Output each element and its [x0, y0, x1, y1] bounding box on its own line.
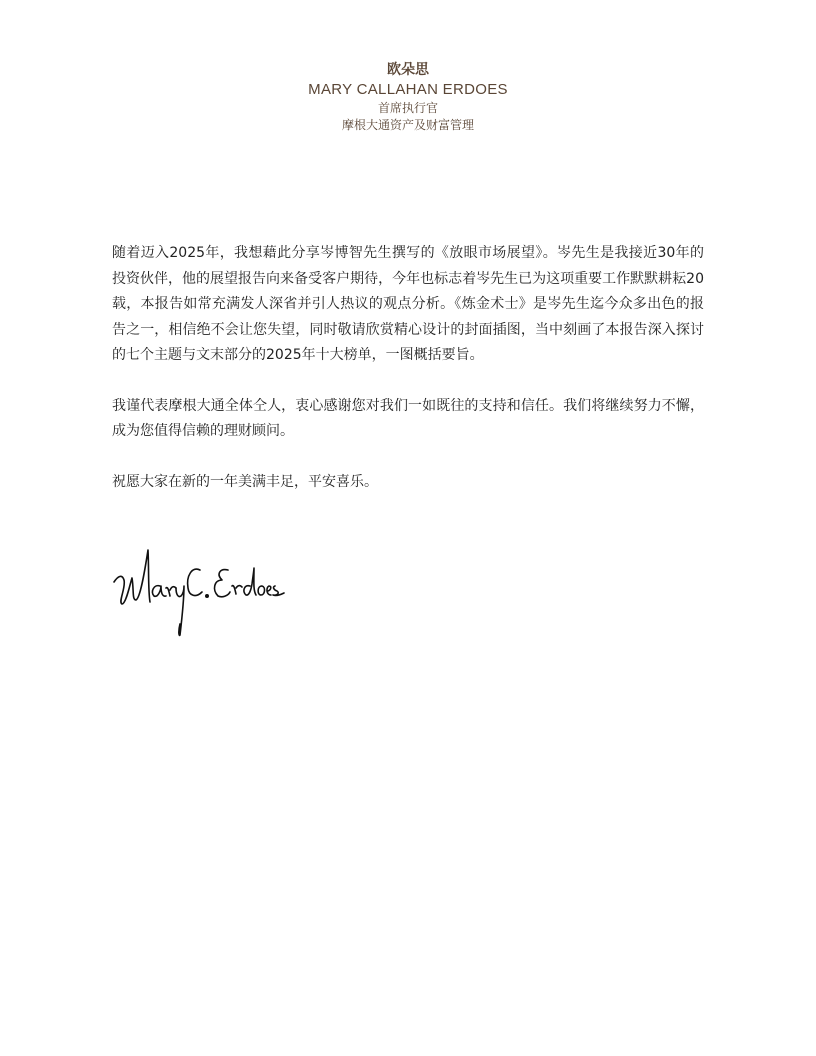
handwritten-signature: [108, 540, 288, 640]
author-name-chinese: 欧朵思: [387, 62, 429, 78]
letter-paragraph-3: 祝愿大家在新的一年美满丰足，平安喜乐。: [112, 473, 378, 490]
letter-body: [112, 241, 704, 520]
author-organization: 摩根大通资产及财富管理: [341, 118, 474, 132]
letter-paragraph-1: 随着迈入2025年，我想藉此分享岑博智先生撰写的《放眼市场展望》。岑先生是我接近30年的投资伙伴，他的展望报告向来备受客户期待，今年也标志着岑先生已为这项重要工作默默耕耘20载，本报告如常充满发人深省并引人热议的观点分析。《炼金术士》是岑先生迄今众多出色的报告之一，相信绝不会让您失望，同时敬请欣赏精心设计的封面插图，当中刻画了本报告深入探讨的七个主题与文末部分的2025年十大榜单，一图概括要旨。: [112, 245, 704, 363]
author-title: 首席执行官: [377, 101, 438, 115]
signature-drawing: [108, 540, 288, 640]
author-name-english: MARY CALLAHAN ERDOES: [308, 81, 508, 98]
letter-paragraph-2: 我谨代表摩根大通全体仝人，衷心感谢您对我们一如既往的支持和信任。我们将继续努力不懈，成为您值得信赖的理财顾问。: [112, 397, 704, 439]
letterhead: [0, 60, 816, 134]
